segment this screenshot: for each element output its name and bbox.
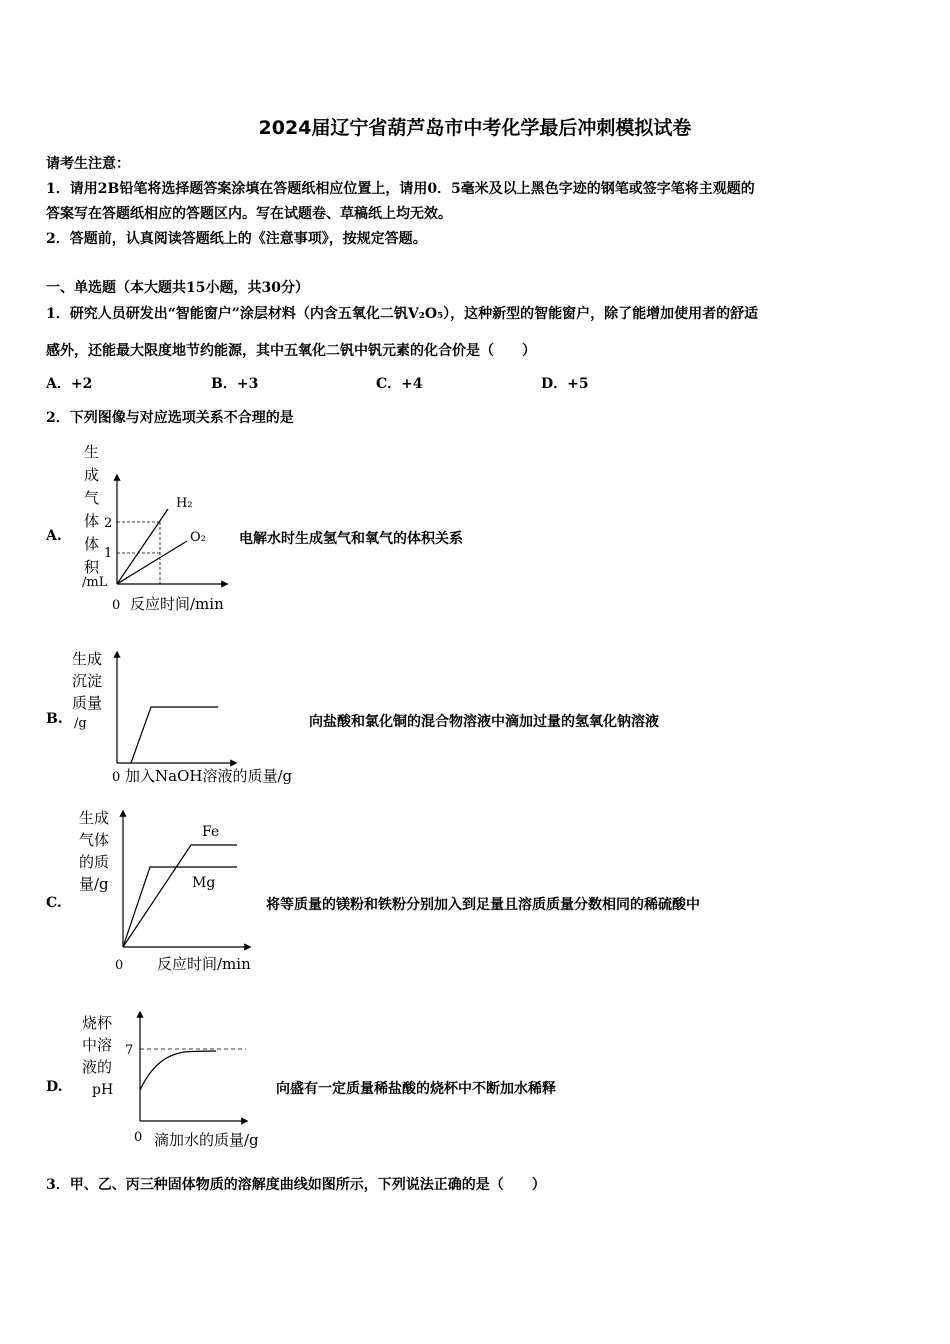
series-mg: Mg	[192, 875, 216, 891]
origin-c: 0	[115, 958, 124, 973]
notice-line-2: 2．答题前，认真阅读答题纸上的《注意事项》，按规定答题。	[46, 231, 427, 247]
q1-stem-line-1: 1．研究人员研发出“智能窗户”涂层材料（内含五氧化二钒V₂O₅），这种新型的智能窗户，除了能增加使用者的舒适	[46, 306, 759, 322]
q2-stem: 2．下列图像与对应选项关系不合理的是	[46, 410, 294, 426]
ylabel-b-3: 质量	[72, 694, 103, 712]
q2-option-c-label: C.	[46, 895, 62, 911]
ylabel-d-2: 中溶	[82, 1036, 113, 1054]
ylabel-c-2: 气体	[79, 831, 110, 849]
q2-option-a-desc: 电解水时生成氢气和氧气的体积关系	[239, 531, 463, 547]
section-heading: 一、单选题（本大题共15小题，共30分）	[46, 280, 309, 296]
q2-option-b-label: B.	[46, 711, 63, 727]
tick-7: 7	[125, 1043, 134, 1058]
q2-option-d-desc: 向盛有一定质量稀盐酸的烧杯中不断加水稀释	[276, 1081, 556, 1097]
q2-option-c-desc: 将等质量的镁粉和铁粉分别加入到足量且溶质质量分数相同的稀硫酸中	[266, 897, 700, 913]
ylabel-d-1: 烧杯	[82, 1014, 113, 1032]
ylabel-a-6: 积	[84, 558, 100, 576]
ylabel-a-3: 气	[84, 489, 100, 507]
ylabel-d-4: pH	[92, 1082, 114, 1098]
ylabel-a-1: 生	[84, 443, 100, 461]
ylabel-b-1: 生成	[72, 650, 103, 668]
ylabel-a-2: 成	[84, 466, 100, 484]
ylabel-b-4: /g	[74, 716, 87, 731]
q1-stem-line-2: 感外，还能最大限度地节约能源，其中五氧化二钒中钒元素的化合价是（ ）	[46, 343, 536, 359]
origin-d: 0	[134, 1130, 143, 1145]
q2-option-a-label: A.	[46, 528, 62, 544]
notice-line-1: 1．请用2B铅笔将选择题答案涂填在答题纸相应位置上，请用0．5毫米及以上黑色字迹的钢笔或签字笔将主观题的	[46, 181, 755, 197]
q1-option-d: D．+5	[541, 376, 589, 392]
ylabel-b-2: 沉淀	[72, 672, 103, 690]
q1-option-b: B．+3	[211, 376, 259, 392]
ylabel-c-3: 的质	[79, 853, 110, 871]
q1-option-c: C．+4	[376, 376, 423, 392]
ylabel-c-1: 生成	[79, 809, 110, 827]
ylabel-a-4: 体	[84, 512, 100, 530]
tick-2: 2	[104, 516, 113, 531]
series-h2: H₂	[176, 496, 193, 511]
xlabel-d: 滴加水的质量/g	[154, 1131, 259, 1149]
precipitate-line	[131, 707, 218, 763]
origin-b: 0	[112, 770, 121, 785]
xlabel-b: 加入NaOH溶液的质量/g	[125, 767, 293, 785]
ylabel-a-5: 体	[84, 535, 100, 553]
notice-heading: 请考生注意：	[46, 156, 130, 172]
q1-option-a: A．+2	[46, 376, 93, 392]
ylabel-a-7: /mL	[82, 575, 108, 590]
mg-line	[123, 867, 237, 947]
ylabel-d-3: 液的	[82, 1058, 113, 1076]
xlabel-c: 反应时间/min	[157, 955, 251, 973]
o2-line	[117, 541, 187, 584]
ylabel-c-4: 量/g	[79, 875, 109, 893]
page-title: 2024届辽宁省葫芦岛市中考化学最后冲刺模拟试卷	[258, 117, 692, 139]
q3-stem: 3．甲、乙、丙三种固体物质的溶解度曲线如图所示，下列说法正确的是（ ）	[46, 1177, 546, 1193]
origin-a: 0	[112, 598, 121, 613]
series-fe: Fe	[202, 824, 220, 840]
xlabel-a: 反应时间/min	[130, 595, 224, 613]
notice-line-1b: 答案写在答题纸相应的答题区内。写在试题卷、草稿纸上均无效。	[46, 206, 452, 222]
q2-option-b-desc: 向盐酸和氯化铜的混合物溶液中滴加过量的氢氧化钠溶液	[309, 714, 659, 730]
q2-option-d-label: D.	[46, 1079, 63, 1095]
tick-1: 1	[104, 546, 113, 561]
ph-curve	[140, 1051, 216, 1090]
series-o2: O₂	[190, 530, 206, 545]
